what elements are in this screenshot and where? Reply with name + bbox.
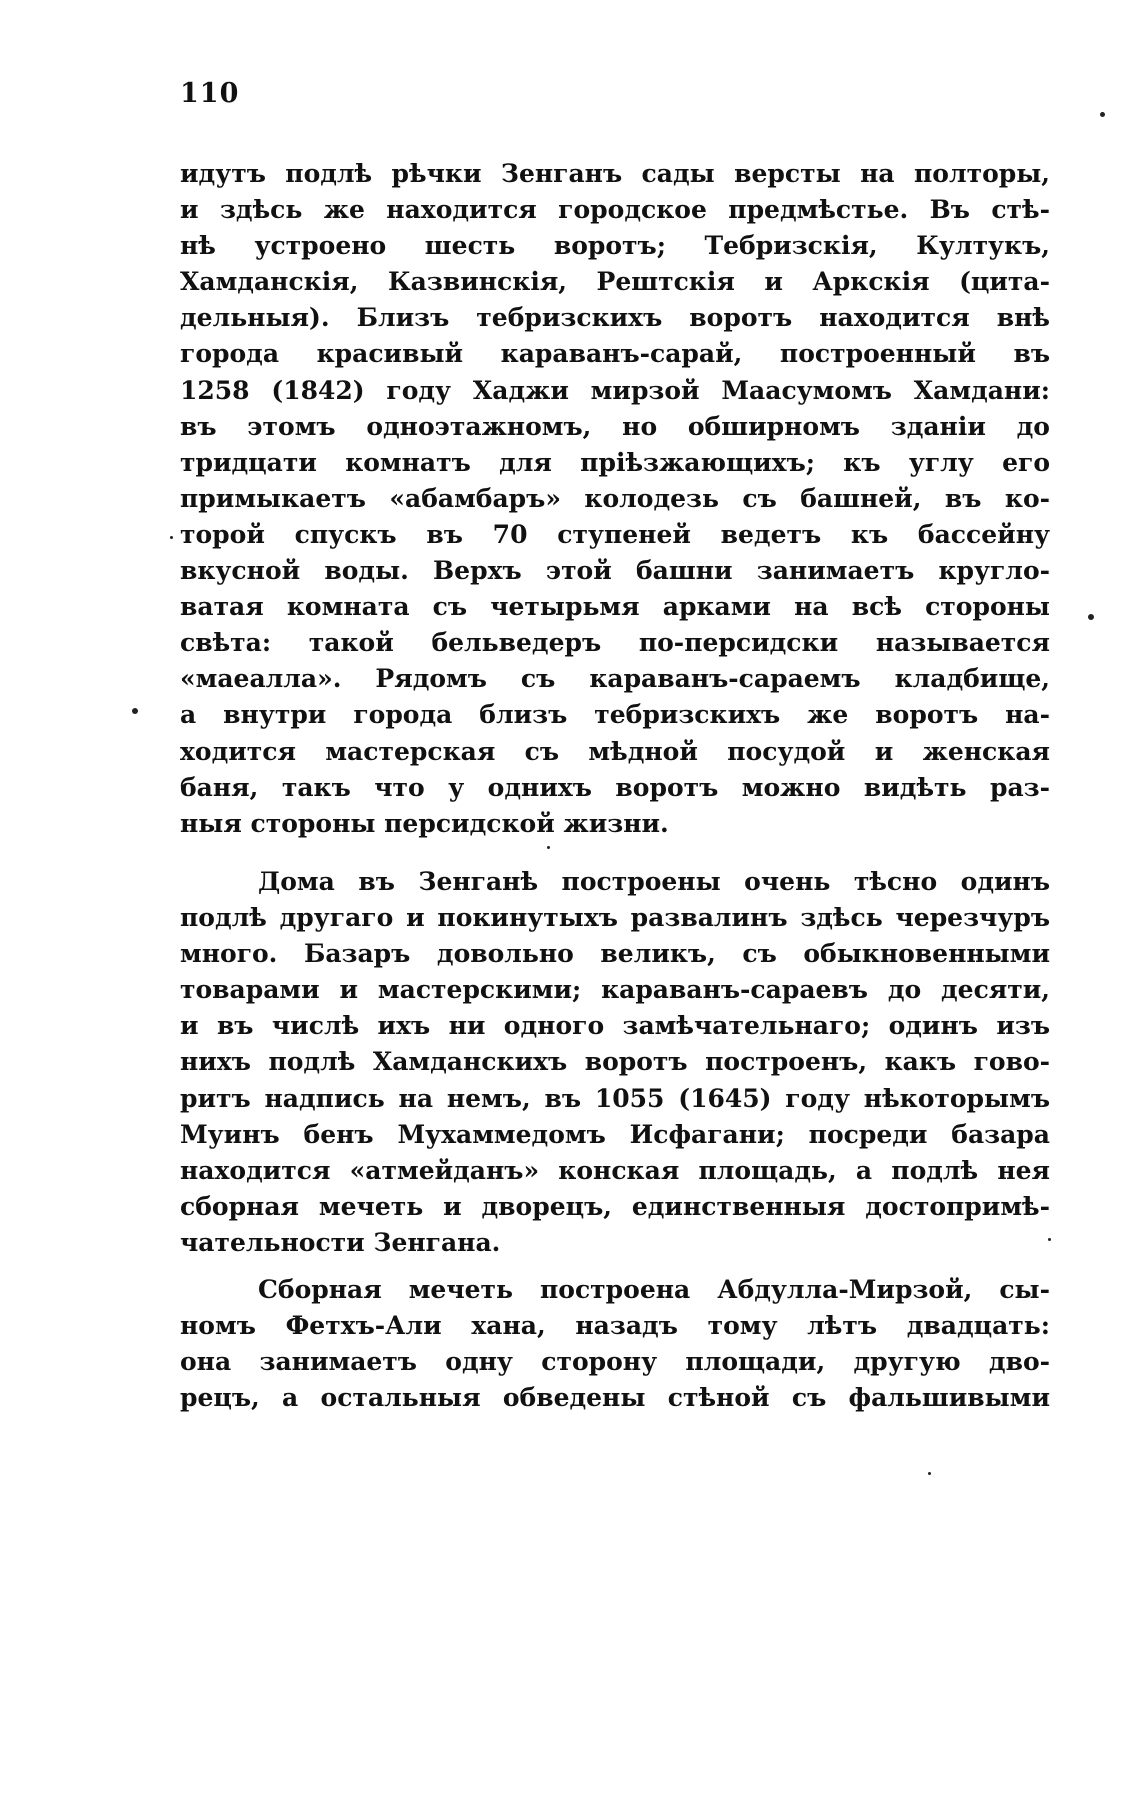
scan-speck bbox=[1048, 1238, 1051, 1241]
text-line: много. Базаръ довольно великъ, съ обыкновенными bbox=[180, 939, 1050, 969]
text-line: Муинъ бенъ Мухаммедомъ Исфагани; посреди базара bbox=[180, 1119, 1050, 1149]
scan-speck bbox=[1100, 112, 1105, 117]
text-line: товарами и мастерскими; караванъ-сараевъ до десяти, bbox=[180, 975, 1050, 1005]
text-line: а внутри города близъ тебризскихъ же воротъ на- bbox=[180, 700, 1050, 730]
text-line: она занимаетъ одну сторону площади, другую дво- bbox=[180, 1347, 1050, 1377]
text-line: Сборная мечеть построена Абдулла-Мирзой, сы- bbox=[258, 1275, 1050, 1304]
page-number: 110 bbox=[180, 78, 240, 109]
text-line: и здѣсь же находится городское предмѣстье. Въ стѣ- bbox=[180, 195, 1050, 225]
text-line: Хамданскія, Казвинскія, Рештскія и Аркскія (цита- bbox=[180, 267, 1050, 297]
scan-speck bbox=[1088, 614, 1094, 620]
text-line: находится «атмейданъ» конская площадь, а подлѣ нея bbox=[180, 1155, 1050, 1185]
scan-speck bbox=[170, 536, 173, 539]
text-line: подлѣ другаго и покинутыхъ развалинъ здѣсь черезчуръ bbox=[180, 903, 1050, 933]
paragraph-2 bbox=[180, 864, 1050, 1261]
text-line: торой спускъ въ 70 ступеней ведетъ къ бассейну bbox=[180, 519, 1050, 549]
text-line: Дома въ Зенганѣ построены очень тѣсно одинъ bbox=[258, 867, 1050, 896]
text-line: вкусной воды. Верхъ этой башни занимаетъ кругло- bbox=[180, 556, 1050, 586]
scan-speck bbox=[547, 846, 550, 849]
text-line: въ этомъ одноэтажномъ, но обширномъ зданіи до bbox=[180, 411, 1050, 441]
text-line: «маеалла». Рядомъ съ караванъ-сараемъ кладбище, bbox=[180, 664, 1050, 694]
text-line: идутъ подлѣ рѣчки Зенганъ сады версты на полторы, bbox=[180, 159, 1050, 188]
text-line: рецъ, а остальныя обведены стѣной съ фальшивыми bbox=[180, 1383, 1050, 1413]
text-line: ходится мастерская съ мѣдной посудой и женская bbox=[180, 736, 1050, 766]
text-line: ватая комната съ четырьмя арками на всѣ стороны bbox=[180, 592, 1050, 622]
text-line: номъ Фетхъ-Али хана, назадъ тому лѣтъ двадцать: bbox=[180, 1311, 1050, 1341]
text-line: нихъ подлѣ Хамданскихъ воротъ построенъ, какъ гово- bbox=[180, 1047, 1050, 1077]
text-line: города красивый караванъ-сарай, построенный въ bbox=[180, 339, 1050, 369]
text-line: сборная мечеть и дворецъ, единственныя достопримѣ- bbox=[180, 1191, 1050, 1221]
scan-speck bbox=[132, 708, 138, 714]
paragraph-1 bbox=[180, 156, 1050, 842]
scan-speck bbox=[928, 1472, 931, 1475]
text-line: и въ числѣ ихъ ни одного замѣчательнаго; одинъ изъ bbox=[180, 1011, 1050, 1041]
text-line: нѣ устроено шесть воротъ; Тебризскія, Култукъ, bbox=[180, 231, 1050, 261]
text-line: тридцати комнатъ для пріѣзжающихъ; къ углу его bbox=[180, 447, 1050, 477]
text-line: свѣта: такой бельведеръ по-персидски называется bbox=[180, 628, 1050, 658]
text-line: дельныя). Близъ тебризскихъ воротъ находится внѣ bbox=[180, 303, 1050, 333]
text-line: примыкаетъ «абамбаръ» колодезь съ башней, въ ко- bbox=[180, 483, 1050, 513]
text-line: баня, такъ что у однихъ воротъ можно видѣть раз- bbox=[180, 772, 1050, 802]
text-line: 1258 (1842) году Хаджи мирзой Маасумомъ Хамдани: bbox=[180, 375, 1050, 405]
text-line: ныя стороны персидской жизни. bbox=[180, 808, 669, 838]
text-line: ритъ надпись на немъ, въ 1055 (1645) году нѣкоторымъ bbox=[180, 1083, 1050, 1113]
text-line: чательности Зенгана. bbox=[180, 1227, 501, 1257]
paragraph-3 bbox=[180, 1272, 1050, 1416]
